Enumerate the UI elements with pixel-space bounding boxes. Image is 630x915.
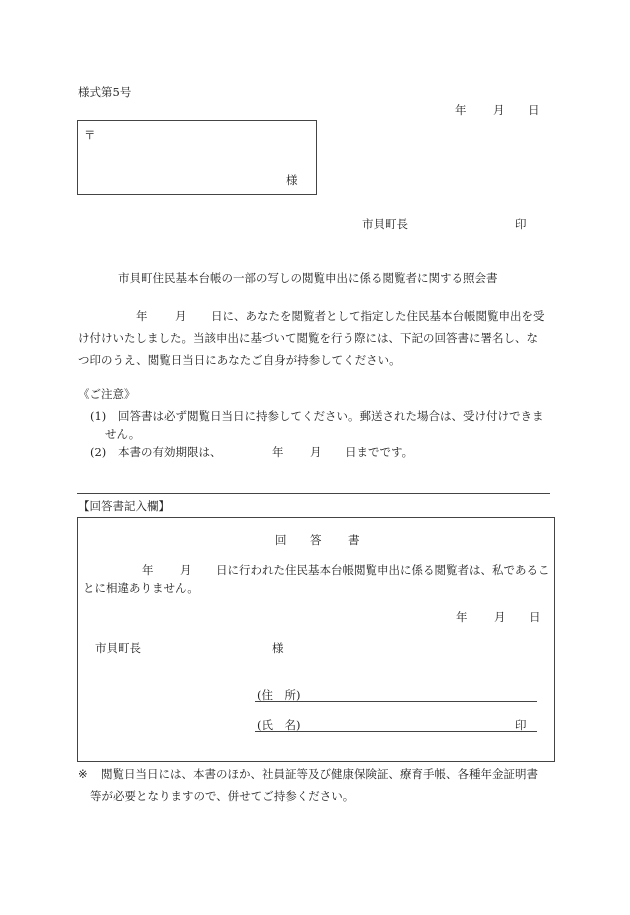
note2-year: 年 xyxy=(272,445,284,459)
mayor-title: 市貝町長 xyxy=(362,217,408,231)
answer-stmt-month: 月 xyxy=(180,563,192,577)
answer-date-day: 日 xyxy=(529,610,541,624)
answer-stmt-line1: 日に行われた住民基本台帳閲覧申出に係る閲覧者は、私であるこ xyxy=(216,563,550,577)
addressee-honorific: 様 xyxy=(286,173,298,187)
address-field-label: (住 所) xyxy=(257,688,301,702)
postal-mark: 〒 xyxy=(84,128,96,142)
mayor-seal: 印 xyxy=(515,217,527,231)
answer-date-year: 年 xyxy=(456,610,468,624)
note2-end: 日までです。 xyxy=(345,445,414,459)
note1-line2: せん。 xyxy=(105,427,141,441)
top-date-month: 月 xyxy=(493,103,505,117)
intro-month: 月 xyxy=(175,309,187,323)
answer-stmt-line2: とに相違ありません。 xyxy=(83,581,199,595)
note2-number: (2) xyxy=(90,445,107,459)
addressee-box xyxy=(77,120,317,195)
answer-addressee: 市貝町長 xyxy=(95,641,141,655)
section-divider xyxy=(77,493,550,494)
answer-section-label: 【回答書記入欄】 xyxy=(78,499,170,513)
answer-stmt-year: 年 xyxy=(142,563,154,577)
document-title: 市貝町住民基本台帳の一部の写しの閲覧申出に係る閲覧者に関する照会書 xyxy=(118,271,498,285)
footnote-mark: ※ xyxy=(78,767,88,781)
form-number: 様式第5号 xyxy=(78,85,132,99)
intro-line1: 日に、あなたを閲覧者として指定した住民基本台帳閲覧申出を受 xyxy=(211,309,545,323)
answer-addressee-honorific: 様 xyxy=(272,641,284,655)
note1-number: (1) xyxy=(90,409,107,423)
note2-text: 本書の有効期限は、 xyxy=(118,445,222,459)
note2-month: 月 xyxy=(310,445,322,459)
intro-year: 年 xyxy=(136,309,148,323)
address-field-line[interactable] xyxy=(255,701,537,702)
intro-line3: つ印のうえ、閲覧日当日にあなたご自身が持参してください。 xyxy=(78,353,401,367)
answer-title-char2: 答 xyxy=(310,533,322,547)
answer-title-char1: 回 xyxy=(275,533,287,547)
footnote-line2: 等が必要となりますので、併せてご持参ください。 xyxy=(90,789,355,803)
name-field-line[interactable] xyxy=(255,731,537,732)
top-date-year: 年 xyxy=(455,103,467,117)
answer-date-month: 月 xyxy=(494,610,506,624)
intro-line2: け付けいたしました。当該申出に基づいて閲覧を行う際には、下記の回答書に署名し、な xyxy=(78,331,538,345)
note1-line1: 回答書は必ず閲覧日当日に持参してください。郵送された場合は、受け付けできま xyxy=(118,409,544,423)
answer-box xyxy=(77,517,555,762)
name-field-label: (氏 名) xyxy=(257,718,301,732)
top-date-day: 日 xyxy=(528,103,540,117)
footnote-line1: 閲覧日当日には、本書のほか、社員証等及び健康保険証、療育手帳、各種年金証明書 xyxy=(101,767,538,781)
name-field-seal: 印 xyxy=(515,718,527,732)
answer-title-char3: 書 xyxy=(348,533,360,547)
notes-heading: 《ご注意》 xyxy=(78,387,136,401)
